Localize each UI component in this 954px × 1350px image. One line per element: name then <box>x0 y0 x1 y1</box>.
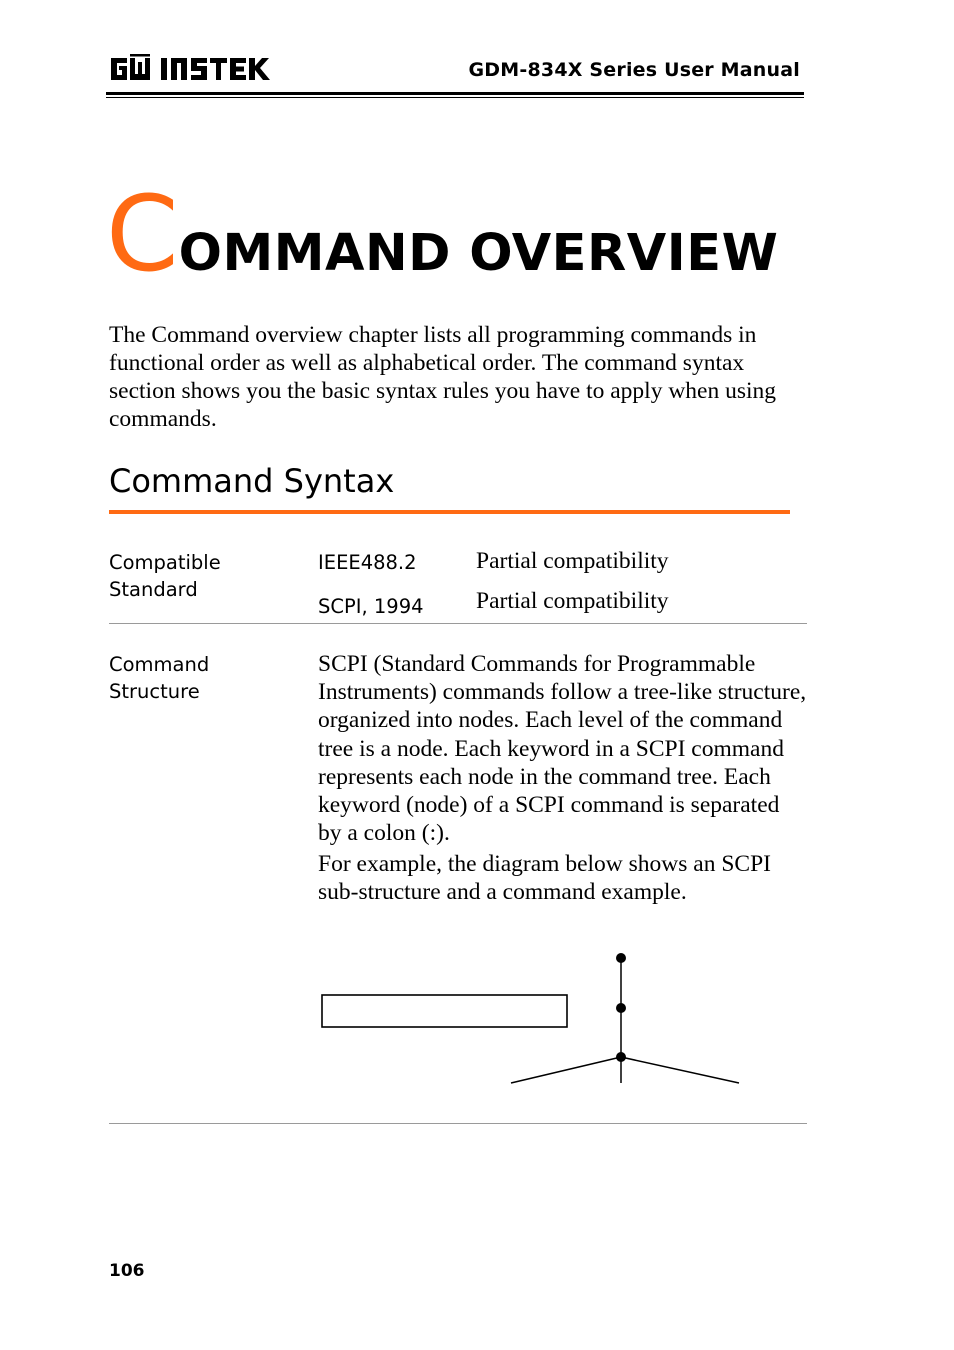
label-line: Standard <box>109 578 198 601</box>
chapter-title-initial: C <box>106 173 179 295</box>
tree-node-dot <box>616 1003 626 1013</box>
compatibility-scpi: Partial compatibility <box>476 588 669 614</box>
example-paragraph: For example, the diagram below shows an SCPI sub-structure and a command example. <box>318 851 771 906</box>
intro-paragraph: The Command overview chapter lists all programming commands in functional order as well as alphabetical order. The command syntax section shows you the basic syntax rules you have to apply when using commands. <box>109 322 777 432</box>
tree-branch-right <box>621 1057 739 1083</box>
chapter-title-rest: OMMAND OVERVIEW <box>178 224 779 283</box>
label-line: Structure <box>109 680 200 703</box>
standard-scpi: SCPI, 1994 <box>318 595 424 618</box>
section-title: Command Syntax <box>109 462 395 500</box>
section-bottom-divider <box>109 1123 807 1124</box>
tree-branch-left <box>511 1057 621 1083</box>
standard-ieee: IEEE488.2 <box>318 551 417 574</box>
structure-paragraph: SCPI (Standard Commands for Programmable Instruments) commands follow a tree-like structure, organized into nodes. Each level of the command tree is a node. Each keyword in a SCPI command represents each node in the command tree. Each keyword (node) of a SCPI command is separated by a colon (:). <box>318 651 807 847</box>
compatibility-ieee: Partial compatibility <box>476 548 669 574</box>
page-number: 106 <box>109 1261 145 1281</box>
command-example-box <box>322 995 567 1027</box>
label-line: Compatible <box>109 551 221 574</box>
document-title: GDM-834X Series User Manual <box>468 59 800 81</box>
label-line: Command <box>109 653 210 676</box>
tree-node-dot <box>616 1052 626 1062</box>
tree-node-dot <box>616 953 626 963</box>
